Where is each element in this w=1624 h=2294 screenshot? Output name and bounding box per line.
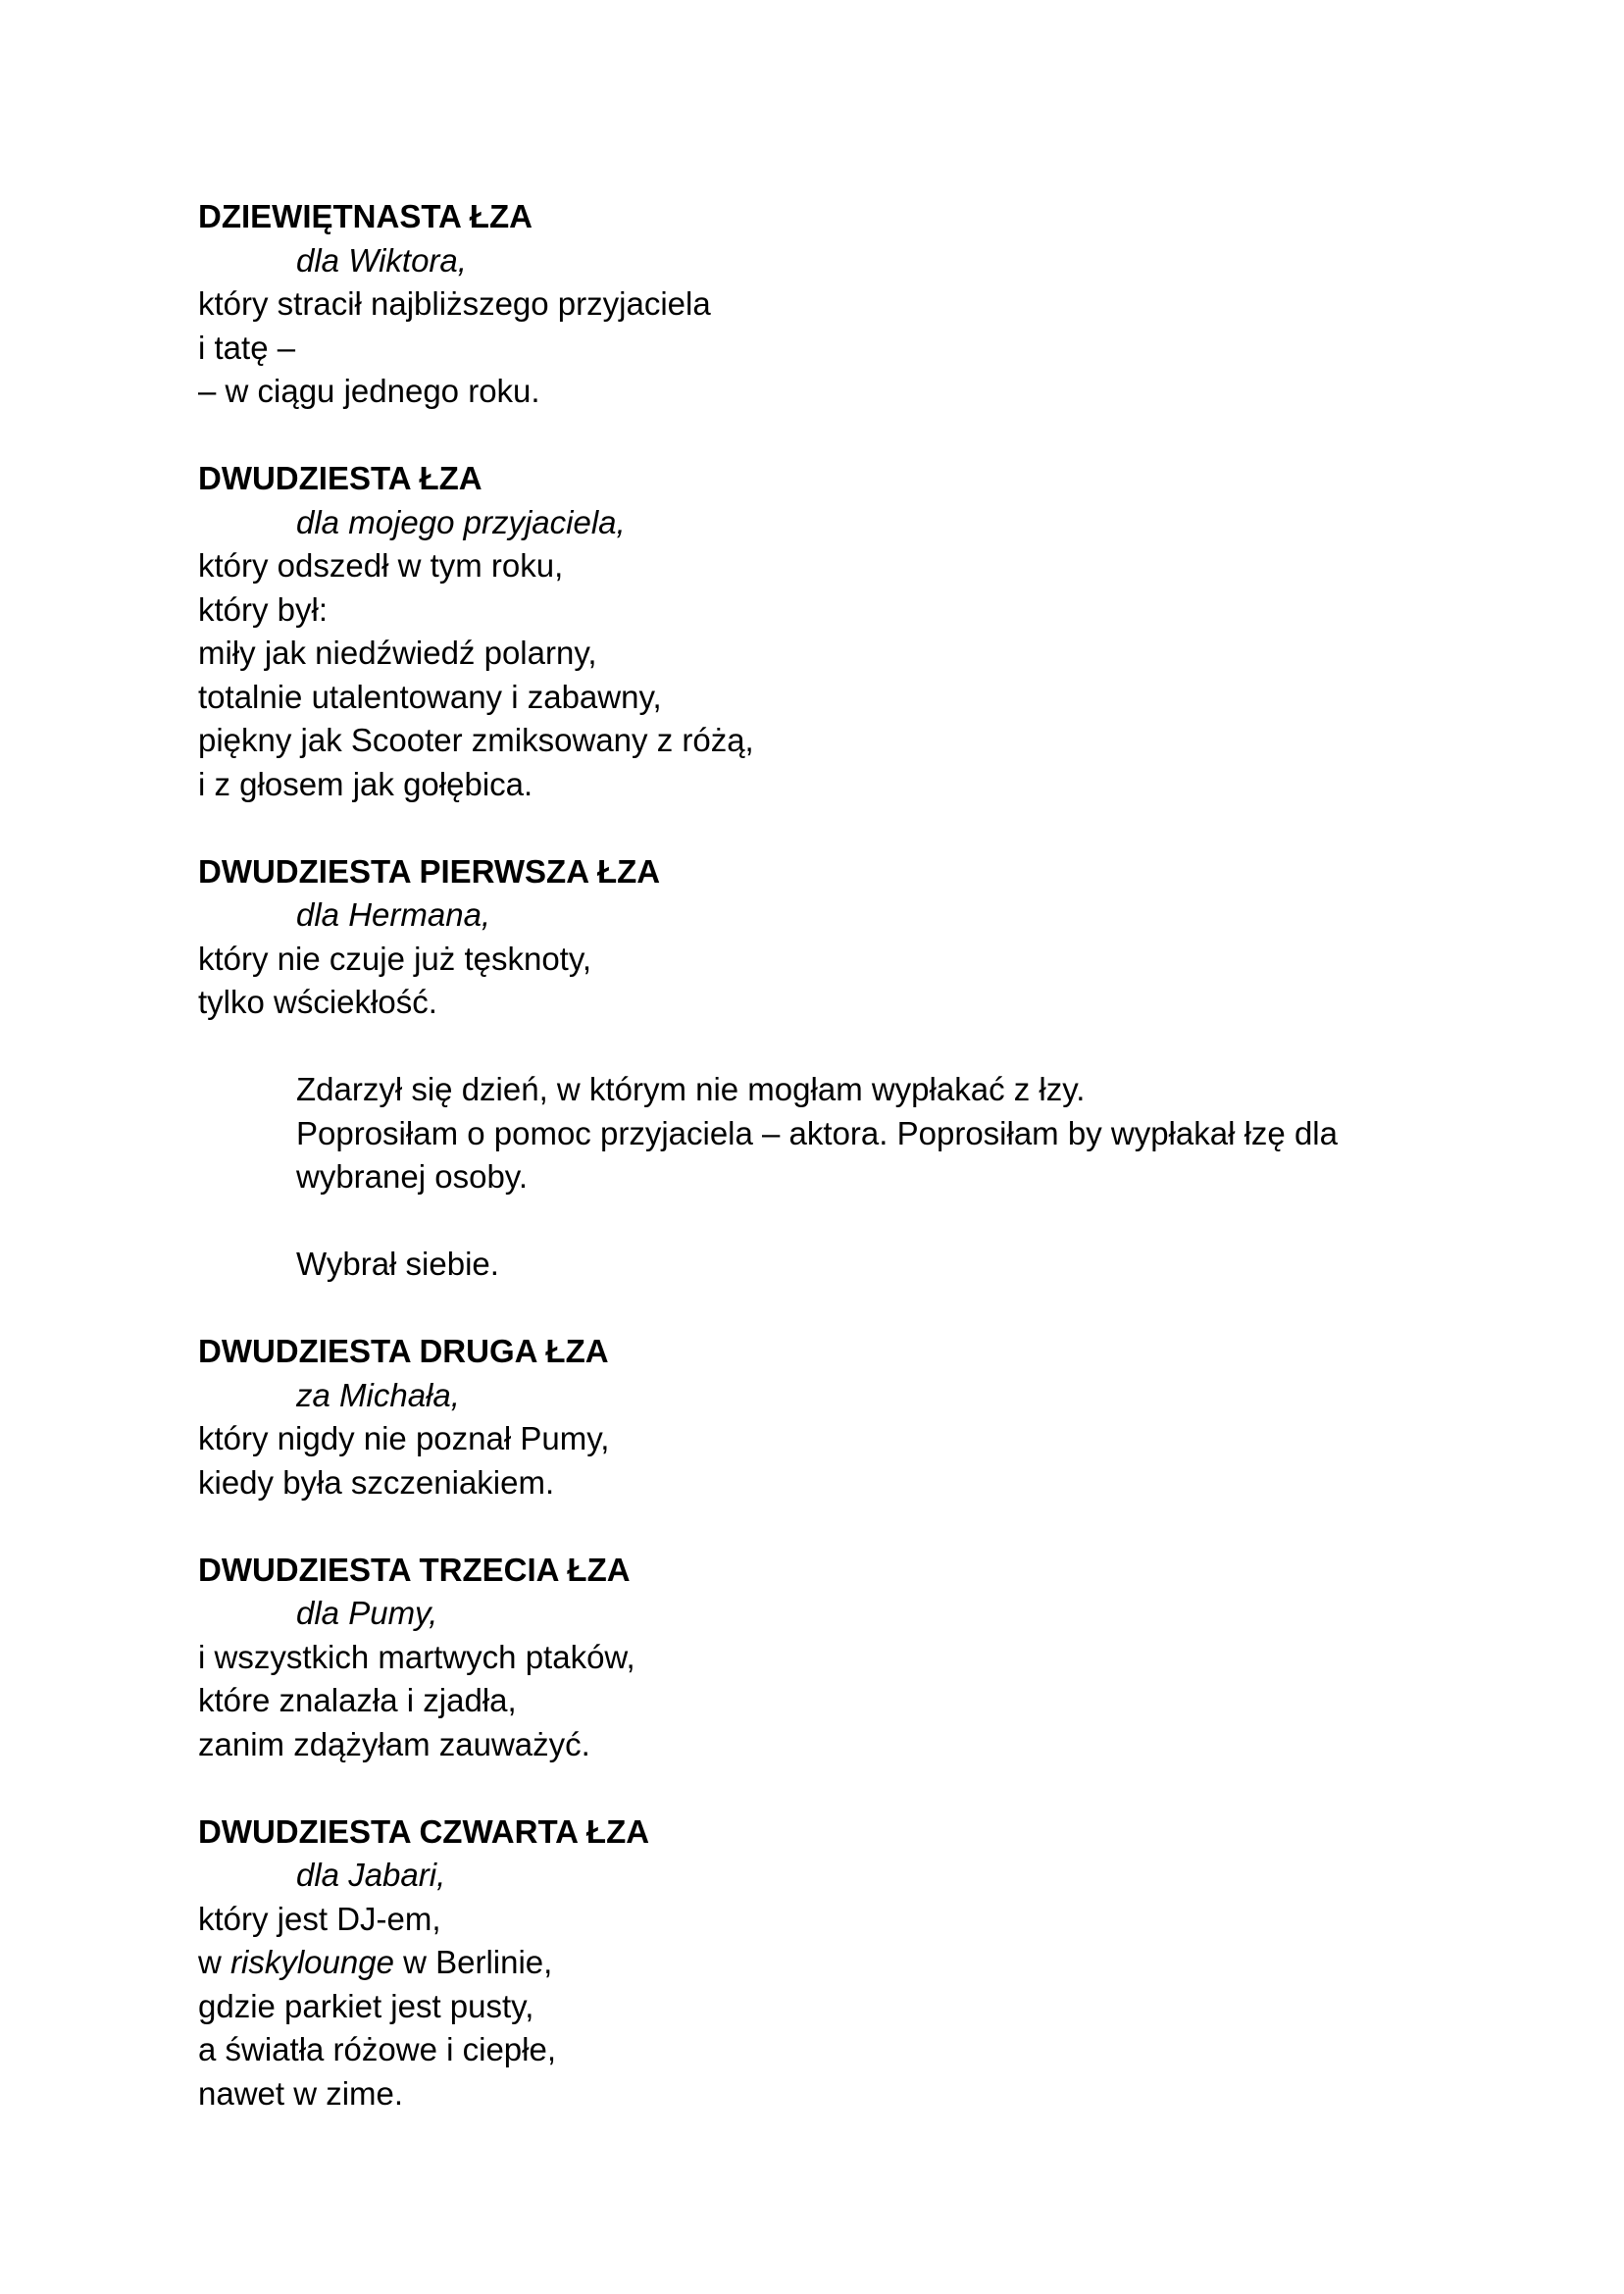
stanza-break xyxy=(198,1766,1424,1810)
section-heading: DZIEWIĘTNASTA ŁZA xyxy=(198,198,533,234)
section-heading: DWUDZIESTA PIERWSZA ŁZA xyxy=(198,852,661,890)
prose-interlude xyxy=(198,1068,1424,1287)
section-dedication: dla Hermana, xyxy=(296,896,491,933)
verse-line: który nie czuje już tęsknoty, xyxy=(198,940,592,977)
verse-line: – w ciągu jednego roku. xyxy=(198,373,540,409)
section-dedication: dla Jabari, xyxy=(296,1857,446,1893)
paragraph-break xyxy=(296,1199,1424,1244)
section-twenty-second-tear xyxy=(198,1330,1424,1504)
verse-line: a światła różowe i ciepłe, xyxy=(198,2031,556,2067)
prose-line: Poprosiłam o pomoc przyjaciela – aktora. Poprosiłam by wypłakał łzę dla xyxy=(296,1114,1338,1151)
stanza-break xyxy=(198,414,1424,458)
verse-line: gdzie parkiet jest pusty, xyxy=(198,1987,534,2024)
verse-line: który jest DJ-em, xyxy=(198,1900,441,1937)
stanza-break xyxy=(198,1287,1424,1331)
poem-body xyxy=(198,195,1424,2116)
prose-line: Wybrał siebie. xyxy=(296,1246,499,1282)
verse-line: piękny jak Scooter zmiksowany z różą, xyxy=(198,722,754,758)
verse-line: tylko wściekłość. xyxy=(198,984,437,1020)
verse-line: który odszedł w tym roku, xyxy=(198,547,564,584)
section-dedication: dla mojego przyjaciela, xyxy=(296,503,626,540)
prose-line: Zdarzył się dzień, w którym nie mogłam wypłakać z łzy. xyxy=(296,1071,1086,1107)
section-dedication: dla Pumy, xyxy=(296,1595,438,1631)
verse-word: w Berlinie, xyxy=(403,1944,553,1980)
section-heading: DWUDZIESTA TRZECIA ŁZA xyxy=(198,1551,631,1588)
stanza-break xyxy=(198,1504,1424,1549)
verse-line: totalnie utalentowany i zabawny, xyxy=(198,678,662,715)
verse-line: który nigdy nie poznał Pumy, xyxy=(198,1420,610,1456)
verse-line: i z głosem jak gołębica. xyxy=(198,765,533,802)
verse-line: które znalazła i zjadła, xyxy=(198,1682,517,1718)
verse-line: który stracił najbliższego przyjaciela xyxy=(198,285,711,322)
section-dedication: dla Wiktora, xyxy=(296,241,467,279)
section-twentieth-tear xyxy=(198,457,1424,806)
verse-line: i tatę – xyxy=(198,329,296,366)
verse-line: zanim zdążyłam zauważyć. xyxy=(198,1725,590,1762)
verse-line: miły jak niedźwiedź polarny, xyxy=(198,635,597,671)
verse-line: nawet w zime. xyxy=(198,2074,404,2112)
verse-line: który był: xyxy=(198,590,329,628)
section-twenty-fourth-tear xyxy=(198,1810,1424,2116)
verse-line: kiedy była szczeniakiem. xyxy=(198,1463,555,1501)
section-heading: DWUDZIESTA CZWARTA ŁZA xyxy=(198,1812,650,1850)
section-twenty-third-tear xyxy=(198,1549,1424,1767)
verse-line xyxy=(198,1941,1424,1985)
verse-line: i wszystkich martwych ptaków, xyxy=(198,1638,635,1675)
section-dedication: za Michała, xyxy=(296,1376,460,1413)
section-twenty-first-tear xyxy=(198,850,1424,1025)
stanza-break xyxy=(198,1025,1424,1069)
section-heading: DWUDZIESTA ŁZA xyxy=(198,460,482,496)
verse-word: w xyxy=(198,1944,222,1980)
section-heading: DWUDZIESTA DRUGA ŁZA xyxy=(198,1333,609,1369)
section-nineteenth-tear xyxy=(198,195,1424,414)
venue-name: riskylounge xyxy=(230,1944,394,1980)
prose-line: wybranej osoby. xyxy=(296,1158,529,1195)
stanza-break xyxy=(198,806,1424,850)
